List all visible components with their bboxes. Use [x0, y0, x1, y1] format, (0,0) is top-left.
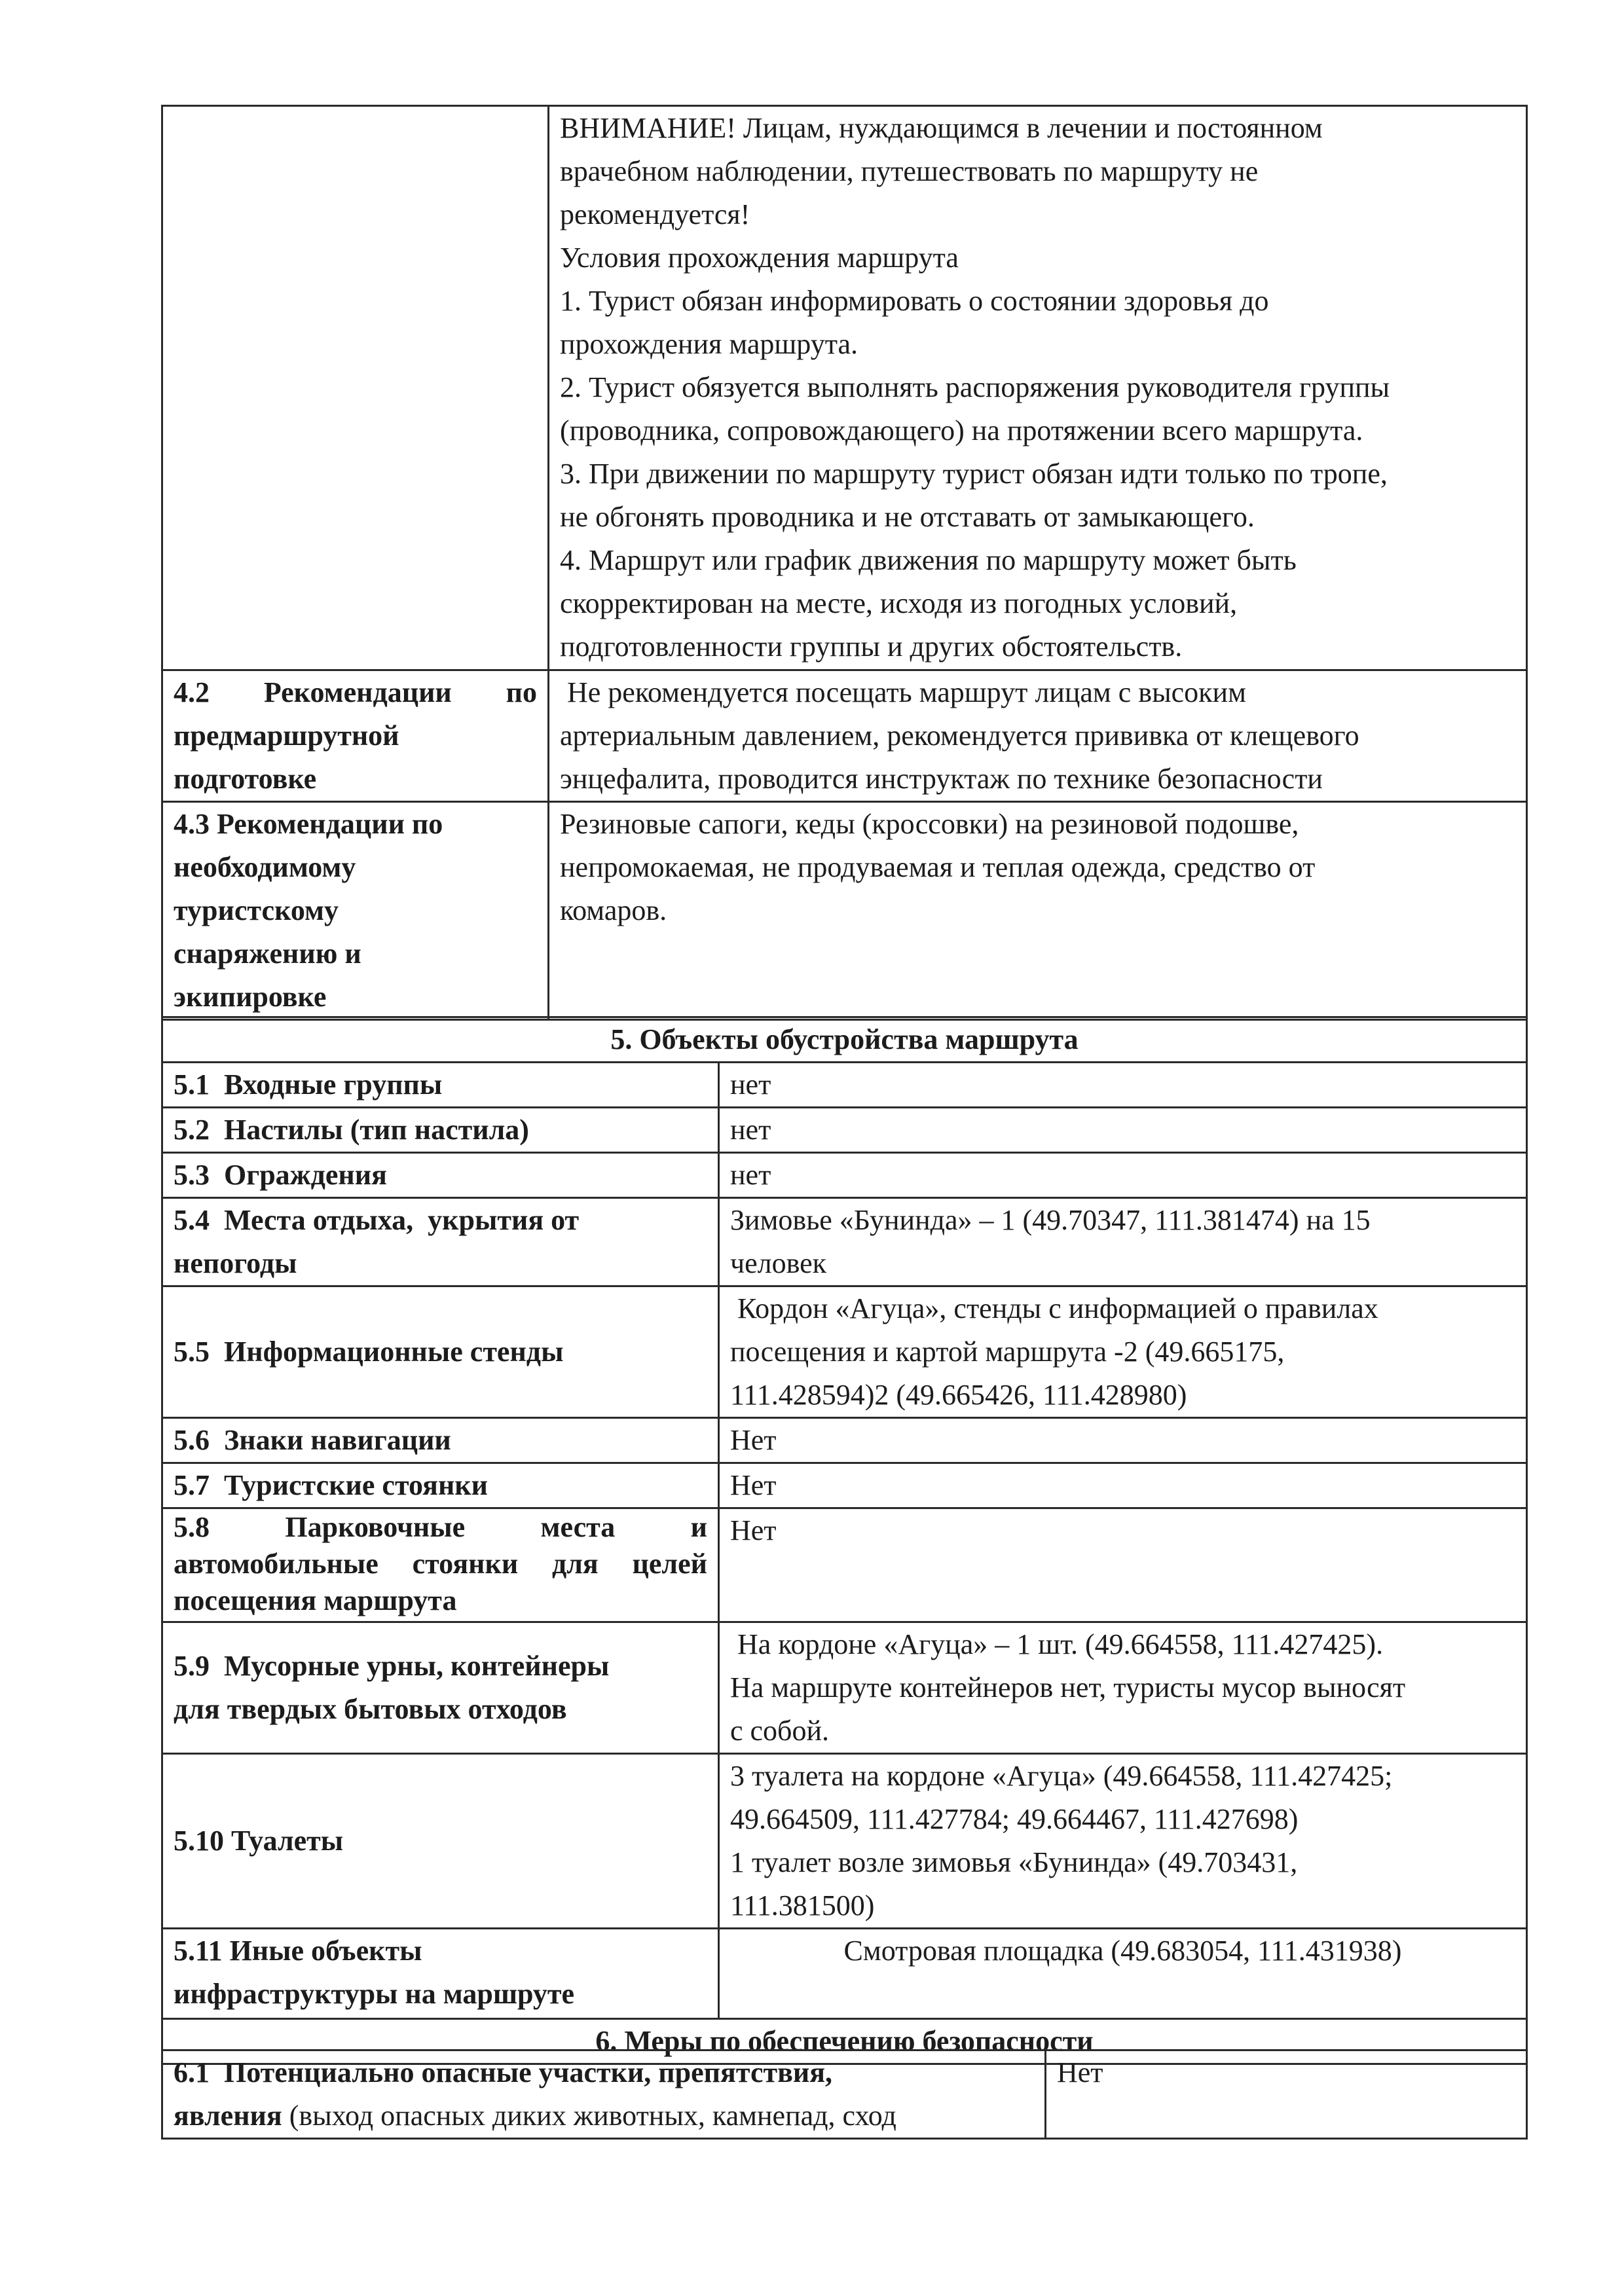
row-4-3-label: [162, 802, 549, 1020]
bold-fragment: явления: [174, 2100, 282, 2132]
text-line: снаряжению и: [174, 938, 361, 970]
text-line: 1 туалет возле зимовья «Бунинда» (49.703431,: [730, 1846, 1298, 1878]
text-line: скорректирован на месте, исходя из погодных условий,: [560, 587, 1238, 619]
row-4-3-value: [549, 802, 1527, 1020]
text-line: врачебном наблюдении, путешествовать по маршруту не: [560, 155, 1259, 187]
section-5-header-row: [162, 1017, 1527, 1063]
text-line: непогоды: [174, 1247, 297, 1279]
text-line: 1. Турист обязан информировать о состоянии здоровья до: [560, 285, 1269, 317]
text-line: 3. При движении по маршруту турист обязан идти только по тропе,: [560, 458, 1388, 490]
recommendations-table: [161, 105, 1528, 1021]
attention-label-cell: [162, 106, 549, 670]
row-5-4-value: [719, 1198, 1527, 1286]
text-line: 111.381500): [730, 1889, 875, 1922]
row-5-11-value: Смотровая площадка (49.683054, 111.431938): [719, 1929, 1527, 2019]
text-line: 5.4 Места отдыха, укрытия от: [174, 1204, 580, 1236]
text-line: посещения и картой маршрута -2 (49.665175,: [730, 1336, 1285, 1368]
text-line: 4.2 Рекомендации по: [174, 676, 537, 708]
text-line: 111.428594)2 (49.665426, 111.428980): [730, 1379, 1187, 1411]
text-line: прохождения маршрута.: [560, 328, 858, 360]
text-line: артериальным давлением, рекомендуется прививка от клещевого: [560, 720, 1359, 752]
text-line: 3 туалета на кордоне «Агуца» (49.664558, 111.427425;: [730, 1760, 1393, 1792]
row-5-3: [162, 1153, 1527, 1198]
row-5-2: [162, 1108, 1527, 1153]
row-5-1: [162, 1063, 1527, 1108]
text-line: [174, 2094, 1034, 2138]
row-5-7-value: Нет: [719, 1463, 1527, 1508]
text-line: туристскому: [174, 894, 339, 926]
infrastructure-table: [161, 1016, 1528, 2065]
row-5-8-value: Нет: [719, 1508, 1527, 1622]
text-line: 5.8 Парковочные места и: [174, 1511, 707, 1543]
row-5-9: [162, 1622, 1527, 1754]
text-line: На маршруте контейнеров нет, туристы мусор выносят: [730, 1671, 1406, 1704]
safety-table: [161, 2049, 1528, 2140]
row-4-2-label: [162, 670, 549, 802]
row-5-4: [162, 1198, 1527, 1286]
text-line: 4.3 Рекомендации по: [174, 808, 443, 840]
text-line: Условия прохождения маршрута: [560, 242, 959, 274]
text-line: Не рекомендуется посещать маршрут лицам с высоким: [560, 676, 1246, 708]
row-5-3-value: нет: [719, 1153, 1527, 1198]
row-5-5: [162, 1286, 1527, 1418]
text-line: (проводника, сопровождающего) на протяжении всего маршрута.: [560, 414, 1363, 446]
row-5-8-label: [162, 1508, 719, 1622]
row-4-2: [162, 670, 1527, 802]
row-5-10-value: [719, 1754, 1527, 1929]
row-5-4-label: [162, 1198, 719, 1286]
row-5-11-label: [162, 1929, 719, 2019]
section-5-title: 5. Объекты обустройства маршрута: [162, 1017, 1527, 1063]
text-line: человек: [730, 1247, 827, 1279]
row-5-10-label: 5.10 Туалеты: [162, 1754, 719, 1929]
text-line: 49.664509, 111.427784; 49.664467, 111.427698): [730, 1803, 1299, 1835]
row-5-8: [162, 1508, 1527, 1622]
row-5-3-label: 5.3 Ограждения: [162, 1153, 719, 1198]
row-5-11: [162, 1929, 1527, 2019]
text-line: 6.1 Потенциально опасные участки, препятствия,: [174, 2056, 833, 2088]
row-5-1-label: 5.1 Входные группы: [162, 1063, 719, 1108]
text-line: 4. Маршрут или график движения по маршруту может быть: [560, 544, 1297, 576]
text-line: необходимому: [174, 851, 356, 883]
text-line: Кордон «Агуца», стенды с информацией о правилах: [730, 1292, 1378, 1324]
text-line: На кордоне «Агуца» – 1 шт. (49.664558, 111.427425).: [730, 1628, 1384, 1660]
row-5-1-value: нет: [719, 1063, 1527, 1108]
text-line: энцефалита, проводится инструктаж по технике безопасности: [560, 763, 1323, 795]
text-line: комаров.: [560, 894, 667, 926]
text-fragment: (выход опасных диких животных, камнепад, сход: [282, 2100, 896, 2132]
text-line: предмаршрутной: [174, 720, 399, 752]
text-line: рекомендуется!: [560, 198, 750, 230]
text-line: подготовленности группы и других обстоятельств.: [560, 630, 1183, 663]
text-line: 2. Турист обязуется выполнять распоряжения руководителя группы: [560, 371, 1390, 403]
row-5-10: [162, 1754, 1527, 1929]
row-5-5-label: 5.5 Информационные стенды: [162, 1286, 719, 1418]
row-6-1: [162, 2050, 1527, 2139]
text-line: ВНИМАНИЕ! Лицам, нуждающимся в лечении и постоянном: [560, 112, 1323, 144]
text-line: непромокаемая, не продуваемая и теплая одежда, средство от: [560, 851, 1316, 883]
section-6-title: 6. Меры по обеспечению безопасности: [162, 2019, 1527, 2064]
text-line: не обгонять проводника и не отставать от замыкающего.: [560, 501, 1255, 533]
text-line: Резиновые сапоги, кеды (кроссовки) на резиновой подошве,: [560, 808, 1299, 840]
row-4-2-value: [549, 670, 1527, 802]
row-6-1-label: [162, 2050, 1046, 2139]
row-5-7: [162, 1463, 1527, 1508]
row-5-9-label: [162, 1622, 719, 1754]
text-line: автомобильные стоянки для целей: [174, 1548, 707, 1580]
row-6-1-value: Нет: [1046, 2050, 1527, 2139]
row-5-5-value: [719, 1286, 1527, 1418]
text-line: подготовке: [174, 763, 317, 795]
row-5-7-label: 5.7 Туристские стоянки: [162, 1463, 719, 1508]
text-line: инфраструктуры на маршруте: [174, 1978, 575, 2010]
attention-row: [162, 106, 1527, 670]
text-line: посещения маршрута: [174, 1584, 457, 1616]
row-5-6-value: Нет: [719, 1418, 1527, 1463]
text-line: Зимовье «Бунинда» – 1 (49.70347, 111.381474) на 15: [730, 1204, 1371, 1236]
text-line: для твердых бытовых отходов: [174, 1693, 567, 1725]
row-5-2-label: 5.2 Настилы (тип настила): [162, 1108, 719, 1153]
text-line: 5.11 Иные объекты: [174, 1935, 422, 1967]
row-5-2-value: нет: [719, 1108, 1527, 1153]
row-4-3: [162, 802, 1527, 1020]
text-line: 5.9 Мусорные урны, контейнеры: [174, 1650, 610, 1682]
row-5-6-label: 5.6 Знаки навигации: [162, 1418, 719, 1463]
text-line: с собой.: [730, 1715, 829, 1747]
text-line: экипировке: [174, 981, 327, 1013]
row-5-6: [162, 1418, 1527, 1463]
attention-text-cell: [549, 106, 1527, 670]
row-5-9-value: [719, 1622, 1527, 1754]
